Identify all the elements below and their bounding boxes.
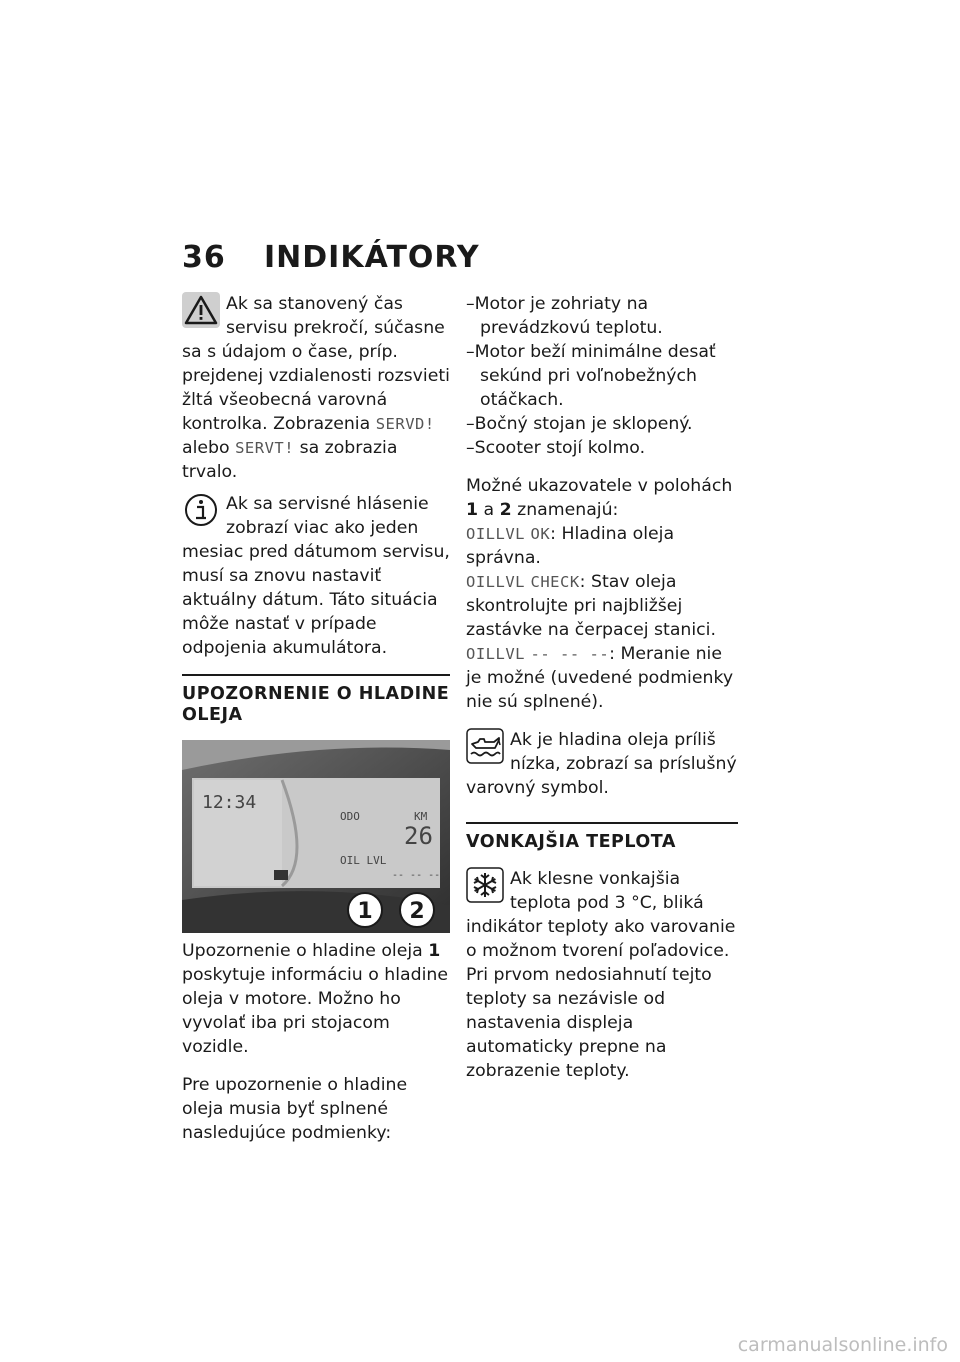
word-a: a <box>483 500 495 520</box>
display-oil: OIL LVL <box>340 854 387 867</box>
section-divider <box>182 674 450 676</box>
code-servt: SERVT! <box>235 439 295 457</box>
condition-2: Motor beží minimálne desať sekúnd pri voľnobežných otáčkach. <box>474 342 716 410</box>
footer-watermark: carmanualsonline.info <box>737 1334 948 1356</box>
display-unit: KM <box>414 810 428 823</box>
page-number: 36 <box>182 240 226 275</box>
condition-item: –Bočný stojan je sklopený. <box>466 414 693 434</box>
oil-ok-item <box>466 522 738 570</box>
code-oillvl: OILLVL <box>466 645 525 663</box>
right-column <box>466 292 738 1083</box>
condition-item: –Motor beží minimálne desať sekúnd pri voľnobežných otáčkach. <box>466 342 716 410</box>
warning-tail: sa zobrazia trvalo. <box>182 438 398 482</box>
warning-triangle-icon <box>182 292 220 328</box>
position-1: 1 <box>466 500 479 520</box>
condition-item: –Motor je zohriaty na prevádzkovú teplotu. <box>466 294 663 338</box>
info-paragraph <box>182 492 450 660</box>
display-odo: ODO <box>340 810 360 823</box>
word-alebo: alebo <box>182 438 230 458</box>
positions-paragraph <box>466 474 738 522</box>
oil-can-icon <box>466 728 504 764</box>
code-oillvl: OILLVL <box>466 525 525 543</box>
page-header <box>182 240 480 275</box>
caption-b: poskytuje informáciu o hladine oleja v motore. Možno ho vyvolať iba pri stojacom vozidle. <box>182 965 448 1057</box>
servis-warning-paragraph <box>182 292 450 484</box>
oil-check-item <box>466 570 738 642</box>
warning-text: Ak sa stanovený čas servisu prekročí, súčasne sa s údajom o čase, príp. prejdenej vzdialenosti rozsvieti žltá všeobecná varovná kontrolka. Zobrazenia <box>182 294 450 434</box>
display-time: 12:34 <box>202 792 257 813</box>
page-title: INDIKÁTORY <box>264 240 480 275</box>
photo-caption <box>182 939 450 1059</box>
caption-num: 1 <box>428 941 441 961</box>
oil-low-paragraph <box>466 728 738 800</box>
conditions-intro: Pre upozornenie o hladine oleja musia byť splnené nasledujúce podmienky: <box>182 1075 408 1143</box>
caption-a: Upozornenie o hladine oleja <box>182 941 423 961</box>
condition-3: Bočný stojan je sklopený. <box>474 414 693 434</box>
code-check: CHECK <box>530 573 580 591</box>
dashboard-photo <box>182 740 450 933</box>
code-servd: SERVD! <box>375 415 435 433</box>
code-ok: OK <box>530 525 551 543</box>
oil-na-item <box>466 642 738 714</box>
section-title-oil: UPOZORNENIE O HLADINE OLEJA <box>182 684 450 725</box>
code-dashes: -- -- -- <box>530 645 610 663</box>
ok-text: : Hladina oleja správna. <box>466 524 675 568</box>
na-text: : Meranie nie je možné (uvedené podmienky nie sú splnené). <box>466 644 734 712</box>
condition-1: Motor je zohriaty na prevádzkovú teplotu. <box>474 294 663 338</box>
section-title-temperature: VONKAJŠIA TEPLOTA <box>466 832 676 852</box>
callout-2: 2 <box>409 899 425 924</box>
info-icon <box>182 492 220 528</box>
section-divider <box>466 822 738 824</box>
snowflake-icon <box>466 867 504 903</box>
condition-item: –Scooter stojí kolmo. <box>466 438 646 458</box>
condition-4: Scooter stojí kolmo. <box>474 438 646 458</box>
info-text: Ak sa servisné hlásenie zobrazí viac ako jeden mesiac pred dátumom servisu, musí sa znovu nastaviť aktuálny dátum. Táto situácia môže nastať v prípade odpojenia akumulátora. <box>182 494 450 658</box>
temperature-text: Ak klesne vonkajšia teplota pod 3 °C, bliká indikátor teploty ako varovanie o možnom tvorení poľadovice. Pri prvom nedosiahnutí tejto teploty sa nezávisle od nastavenia displeja automaticky prepne na zobrazenie teploty. <box>466 869 736 1081</box>
display-dashes: -- -- -- <box>392 870 441 881</box>
position-2: 2 <box>499 500 512 520</box>
code-oillvl: OILLVL <box>466 573 525 591</box>
callout-1: 1 <box>357 899 373 924</box>
oil-low-text: Ak je hladina oleja príliš nízka, zobrazí sa príslušný varovný symbol. <box>466 730 737 798</box>
display-value: 26 <box>404 822 433 850</box>
positions-b: znamenajú: <box>517 500 619 520</box>
temperature-paragraph <box>466 867 738 1083</box>
positions-a: Možné ukazovatele v polohách <box>466 476 733 496</box>
check-text: : Stav oleja skontrolujte pri najbližšej zastávke na čerpacej stanici. <box>466 572 716 640</box>
left-column <box>182 292 450 1145</box>
